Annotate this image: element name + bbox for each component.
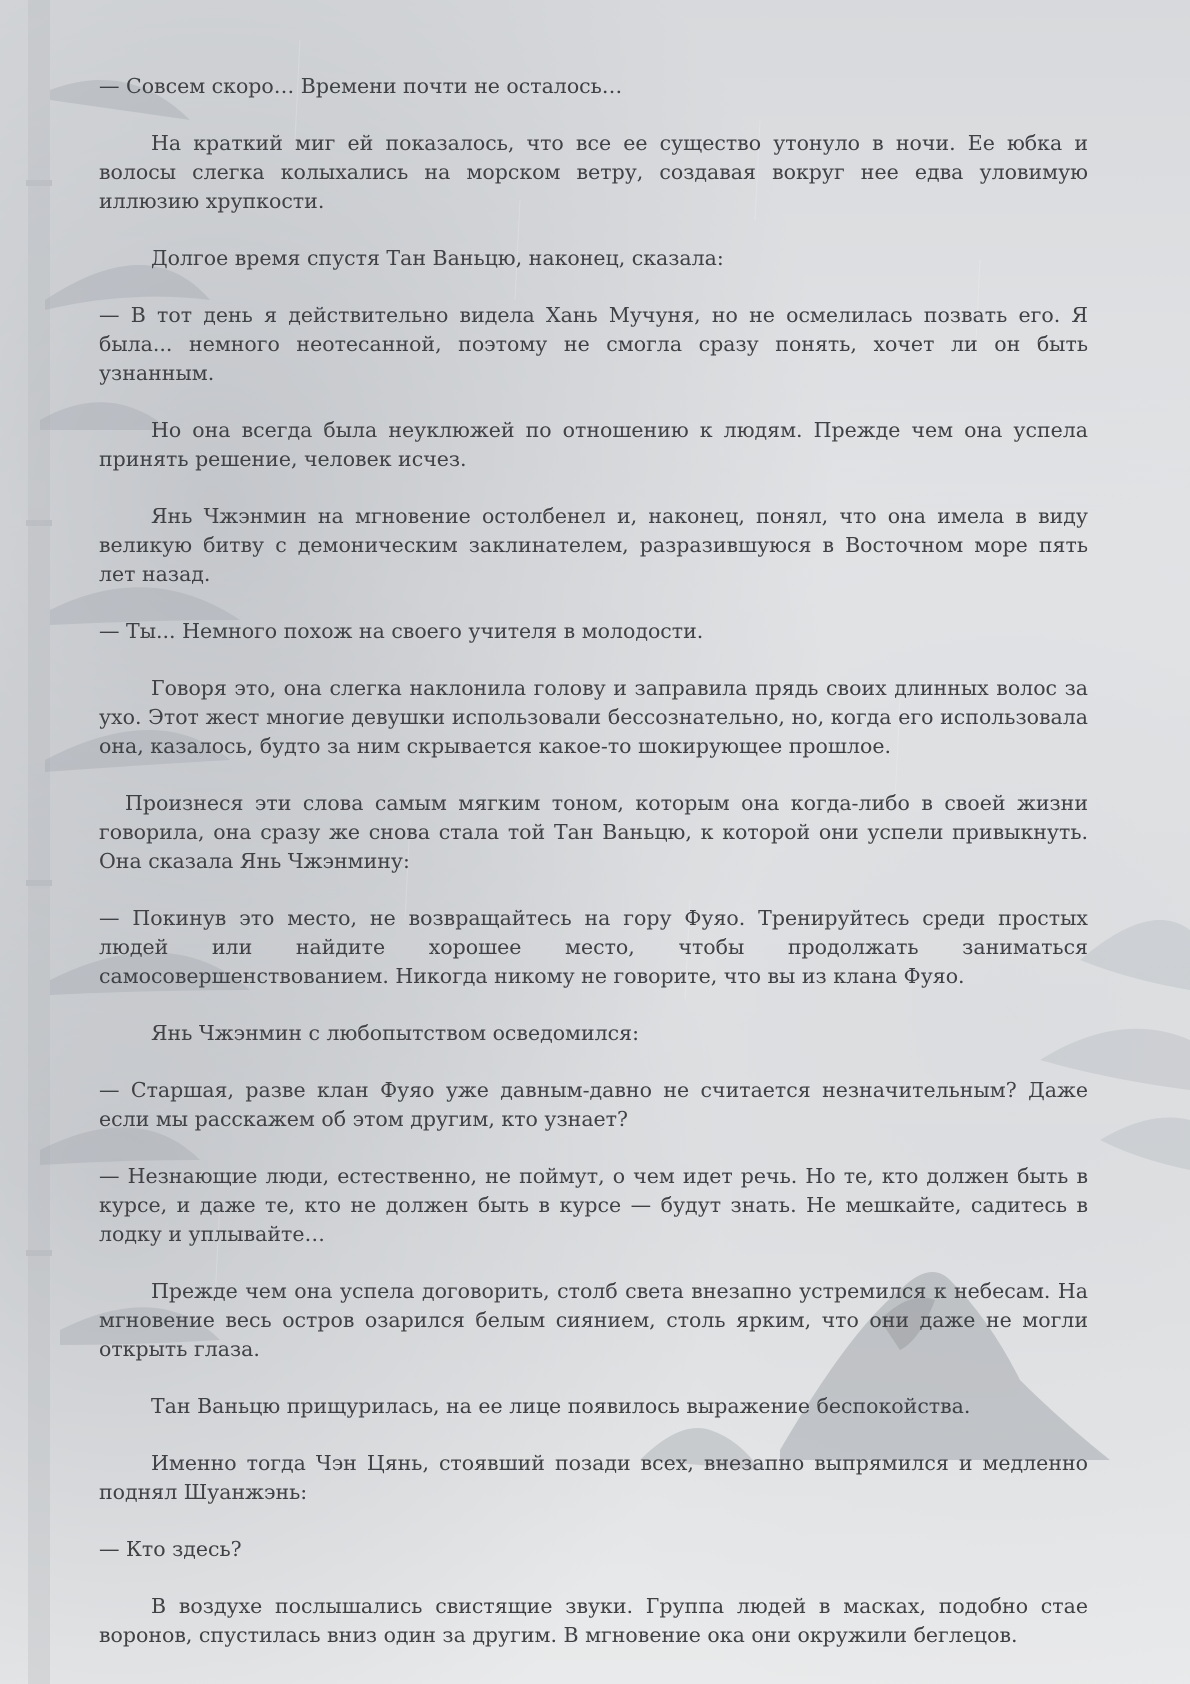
paragraph: Прежде чем она успела договорить, столб света внезапно устремился к небесам. На мгновение весь остров озарился белым сиянием, столь ярким, что они даже не могли открыть глаза. [99, 1279, 1088, 1361]
paragraph: Янь Чжэнмин на мгновение остолбенел и, наконец, понял, что она имела в виду великую битву с демоническим заклинателем, разразившуюся в Восточном море пять лет назад. [99, 504, 1088, 586]
paragraph: На краткий миг ей показалось, что все ее существо утонуло в ночи. Ее юбка и волосы слегка колыхались на морском ветру, создавая вокруг нее едва уловимую иллюзию хрупкости. [99, 131, 1088, 213]
paragraph: Говоря это, она слегка наклонила голову и заправила прядь своих длинных волос за ухо. Этот жест многие девушки использовали бессознательно, но, когда его использовала она, казалось, будто за ним скрывается какое-то шокирующее прошлое. [99, 676, 1088, 758]
paragraph: — Старшая, разве клан Фуяо уже давным-давно не считается незначительным? Даже если мы расскажем об этом другим, кто узнает? [99, 1078, 1088, 1131]
chapter-text [99, 72, 1088, 1678]
paragraph: — Покинув это место, не возвращайтесь на гору Фуяо. Тренируйтесь среди простых людей или найдите хорошее место, чтобы продолжать заниматься самосовершенствованием. Никогда никому не говорите, что вы из клана Фуяо. [99, 906, 1088, 988]
paragraph: — Совсем скоро… Времени почти не осталось… [99, 74, 623, 98]
paragraph: Тан Ваньцю прищурилась, на ее лице появилось выражение беспокойства. [151, 1394, 971, 1418]
paragraph: — Кто здесь? [99, 1537, 242, 1561]
paragraph: — В тот день я действительно видела Хань Мучуня, но не осмелилась позвать его. Я была... немного неотесанной, поэтому не смогла сразу понять, хочет ли он быть узнанным. [99, 303, 1088, 385]
paragraph: — Незнающие люди, естественно, не поймут, о чем идет речь. Но те, кто должен быть в курсе, и даже те, кто не должен быть в курсе — будут знать. Не мешкайте, садитесь в лодку и уплывайте… [99, 1164, 1088, 1246]
paragraph: Произнеся эти слова самым мягким тоном, которым она когда-либо в своей жизни говорила, она сразу же снова стала той Тан Ваньцю, к которой они успели привыкнуть. Она сказала Янь Чжэнмину: [99, 791, 1088, 873]
paragraph: В воздухе послышались свистящие звуки. Группа людей в масках, подобно стае воронов, спустилась вниз один за другим. В мгновение ока они окружили беглецов. [99, 1594, 1088, 1647]
paragraph: — Ты... Немного похож на своего учителя в молодости. [99, 619, 704, 643]
paragraph: Именно тогда Чэн Цянь, стоявший позади всех, внезапно выпрямился и медленно поднял Шуанжэнь: [99, 1451, 1088, 1504]
bamboo-stalk [26, 0, 52, 1684]
paragraph: Янь Чжэнмин с любопытством осведомился: [151, 1021, 639, 1045]
paragraph: Долгое время спустя Тан Ваньцю, наконец, сказала: [151, 246, 724, 270]
paragraph: Но она всегда была неуклюжей по отношению к людям. Прежде чем она успела принять решение, человек исчез. [99, 418, 1088, 471]
